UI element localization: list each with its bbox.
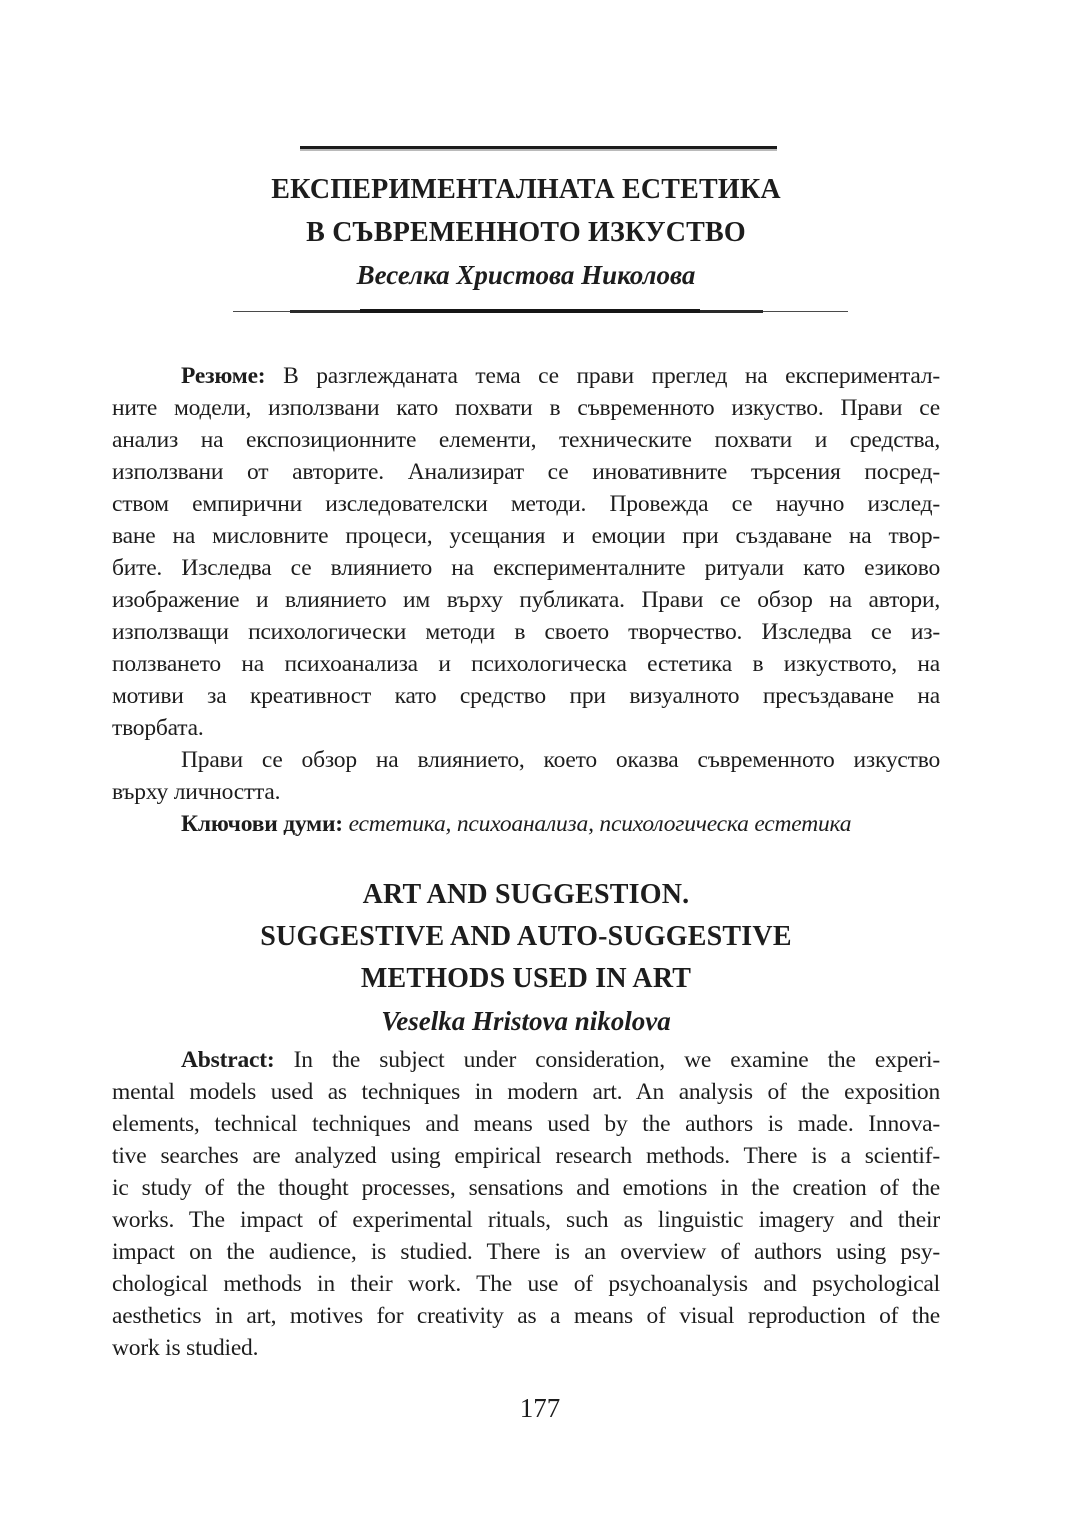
- text-line: [112, 1332, 940, 1364]
- bulgarian-abstract-paragraph: [112, 360, 940, 744]
- text-run: творбата.: [112, 715, 204, 741]
- bulgarian-title-block: [112, 168, 940, 297]
- title-divider-top: [300, 146, 777, 149]
- text-run: works. The impact of experimental rituals, such as linguistic imagery and their: [112, 1207, 940, 1233]
- english-abstract-paragraph: [112, 1044, 940, 1364]
- text-line: [112, 712, 940, 744]
- bulgarian-title-line-2: В СЪВРЕМЕННОТО ИЗКУСТВО: [306, 217, 746, 248]
- text-line: [112, 808, 940, 840]
- text-run: mental models used as techniques in modern art. An analysis of the exposition: [112, 1079, 940, 1105]
- text-line: [112, 1076, 940, 1108]
- text-line: [112, 648, 940, 680]
- english-author: Veselka Hristova nikolova: [381, 1006, 671, 1036]
- text-line: [112, 776, 940, 808]
- text-line: [112, 1268, 940, 1300]
- text-run: мотиви за креативност като средство при визуалното пресъздаване на: [112, 683, 940, 709]
- text-run: Abstract:: [181, 1047, 294, 1073]
- text-run: ните модели, използвани като похвати в съвременното изкуство. Прави се: [112, 395, 940, 421]
- text-run: ic study of the thought processes, sensations and emotions in the creation of the: [112, 1175, 940, 1201]
- text-line: [112, 1300, 940, 1332]
- text-line: [112, 1108, 940, 1140]
- text-run: chological methods in their work. The use of psychoanalysis and psychological: [112, 1271, 940, 1297]
- english-title-line-1: ART AND SUGGESTION.: [362, 879, 690, 910]
- text-run: изображение и влиянието им върху публиката. Прави се обзор на автори,: [112, 587, 940, 613]
- english-title-block: [112, 874, 940, 1042]
- text-line: [112, 456, 940, 488]
- text-run: използвани от авторите. Анализират се иновативните търсения посред-: [112, 459, 940, 485]
- text-line: [112, 584, 940, 616]
- text-run: elements, technical techniques and means used by the authors is made. Innova-: [112, 1111, 940, 1137]
- text-line: [112, 680, 940, 712]
- text-run: анализ на експозиционните елементи, техническите похвати и средства,: [112, 427, 940, 453]
- text-run: Прави се обзор на влиянието, което оказва съвременното изкуство: [181, 747, 940, 773]
- text-run: work is studied.: [112, 1335, 259, 1361]
- text-line: [112, 1236, 940, 1268]
- english-title-line-3: METHODS USED IN ART: [360, 963, 692, 994]
- text-line: [112, 1204, 940, 1236]
- text-run: В разглежданата тема се прави преглед на експериментал-: [283, 363, 940, 389]
- text-run: impact on the audience, is studied. There is an overview of authors using psy-: [112, 1239, 940, 1265]
- text-line: [112, 1140, 940, 1172]
- text-line: [112, 392, 940, 424]
- text-line: [112, 424, 940, 456]
- text-run: Ключови думи:: [181, 811, 349, 837]
- text-run: ством емпирични изследователски методи. Провежда се научно изслед-: [112, 491, 940, 517]
- text-line: [112, 520, 940, 552]
- title-divider-bottom-thick: [360, 309, 700, 313]
- text-run: използващи психологически методи в своето творчество. Изследва се из-: [112, 619, 940, 645]
- text-run: ване на мисловните процеси, усещания и емоции при създаване на твор-: [112, 523, 940, 549]
- text-line: [112, 1172, 940, 1204]
- bulgarian-abstract-paragraph-2: [112, 744, 940, 808]
- text-run: ползването на психоанализа и психологическа естетика в изкуството, на: [112, 651, 940, 677]
- text-line: [112, 744, 940, 776]
- text-run: върху личността.: [112, 779, 281, 805]
- text-run: In the subject under consideration, we examine the experi-: [293, 1047, 940, 1073]
- text-line: [112, 360, 940, 392]
- text-line: [112, 616, 940, 648]
- bulgarian-title-line-1: ЕКСПЕРИМЕНТАЛНАТА ЕСТЕТИКА: [271, 174, 781, 205]
- text-line: [112, 1044, 940, 1076]
- text-run: tive searches are analyzed using empirical research methods. There is a scientif-: [112, 1143, 940, 1169]
- text-run: Резюме:: [181, 363, 284, 389]
- text-line: [112, 552, 940, 584]
- text-line: [112, 488, 940, 520]
- page-number: 177: [519, 1393, 561, 1423]
- text-run: бите. Изследва се влиянието на експерименталните ритуали като езиково: [112, 555, 940, 581]
- text-run: aesthetics in art, motives for creativity as a means of visual reproduction of the: [112, 1303, 940, 1329]
- bulgarian-author: Веселка Христова Николова: [356, 260, 696, 290]
- text-run: естетика, психоанализа, психологическа естетика: [348, 811, 852, 837]
- english-title-line-2: SUGGESTIVE AND AUTO-SUGGESTIVE: [260, 921, 792, 952]
- bulgarian-keywords-line: [112, 808, 940, 840]
